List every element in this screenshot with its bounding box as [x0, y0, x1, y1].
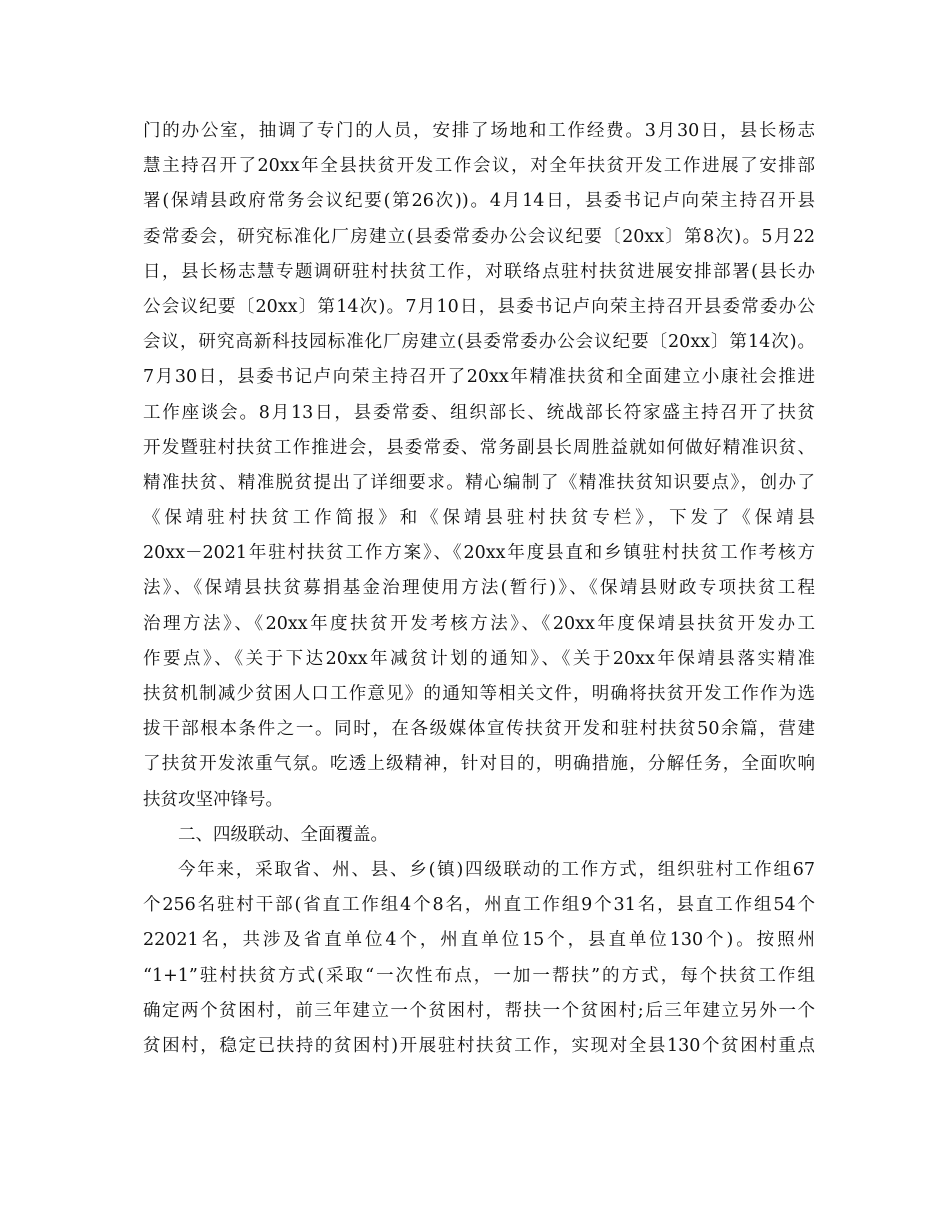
text-line: 法》、《保靖县扶贫募捐基金治理使用方法(暂行)》、《保靖县财政专项扶贫工程	[143, 578, 815, 599]
text-line: 贫困村，稳定已扶持的贫困村)开展驻村扶贫工作，实现对全县130个贫困村重点	[143, 1035, 815, 1056]
text-line: 确定两个贫困村，前三年建立一个贫困村，帮扶一个贫困村;后三年建立另外一个	[143, 1000, 815, 1021]
text-line: 慧主持召开了20xx年全县扶贫开发工作会议，对全年扶贫开发工作进展了安排部	[143, 156, 815, 177]
section-heading: 二、四级联动、全面覆盖。	[178, 824, 388, 845]
text-line: 门的办公室，抽调了专门的人员，安排了场地和工作经费。3月30日，县长杨志	[143, 121, 815, 141]
text-line: 了扶贫开发浓重气氛。吃透上级精神，针对目的，明确措施，分解任务，全面吹响	[143, 754, 815, 775]
text-line: 扶贫机制减少贫困人口工作意见》的通知等相关文件，明确将扶贫开发工作作为选	[143, 684, 815, 704]
text-line: 个256名驻村干部(省直工作组4个8名，州直工作组9个31名，县直工作组54个	[143, 895, 815, 916]
document-body	[143, 114, 815, 1064]
text-line: 7月30日，县委书记卢向荣主持召开了20xx年精准扶贫和全面建立小康社会推进	[143, 367, 815, 388]
text-line: 扶贫攻坚冲锋号。	[143, 789, 283, 810]
text-line: “1+1”驻村扶贫方式(采取“一次性布点，一加一帮扶”的方式，每个扶贫工作组	[143, 965, 815, 986]
text-line: 今年来，采取省、州、县、乡(镇)四级联动的工作方式，组织驻村工作组67	[178, 859, 815, 880]
text-line: 会议，研究高新科技园标准化厂房建立(县委常委办公会议纪要〔20xx〕第14次)。	[143, 332, 815, 353]
text-line: 日，县长杨志慧专题调研驻村扶贫工作，对联络点驻村扶贫进展安排部署(县长办	[143, 261, 815, 282]
text-line: 20xx－2021年驻村扶贫工作方案》、《20xx年度县直和乡镇驻村扶贫工作考核方	[143, 543, 815, 564]
text-line: 署(保靖县政府常务会议纪要(第26次))。4月14日，县委书记卢向荣主持召开县	[143, 191, 815, 212]
text-line: 开发暨驻村扶贫工作推进会，县委常委、常务副县长周胜益就如何做好精准识贫、	[143, 437, 815, 458]
text-line: 治理方法》、《20xx年度扶贫开发考核方法》、《20xx年度保靖县扶贫开发办工	[143, 613, 815, 634]
text-line: 精准扶贫、精准脱贫提出了详细要求。精心编制了《精准扶贫知识要点》，创办了	[143, 472, 815, 493]
text-line: 拔干部根本条件之一。同时，在各级媒体宣传扶贫开发和驻村扶贫50余篇，营建	[143, 719, 815, 740]
text-line: 委常委会，研究标准化厂房建立(县委常委办公会议纪要〔20xx〕第8次)。5月22	[143, 226, 815, 247]
text-line: 《保靖驻村扶贫工作简报》和《保靖县驻村扶贫专栏》，下发了《保靖县	[143, 508, 815, 529]
text-line: 工作座谈会。8月13日，县委常委、组织部长、统战部长符家盛主持召开了扶贫	[143, 402, 815, 423]
text-line: 作要点》、《关于下达20xx年减贫计划的通知》、《关于20xx年保靖县落实精准	[143, 648, 815, 669]
text-line: 22021名，共涉及省直单位4个，州直单位15个，县直单位130个)。按照州	[143, 930, 815, 951]
text-line: 公会议纪要〔20xx〕第14次)。7月10日，县委书记卢向荣主持召开县委常委办公	[143, 296, 815, 317]
